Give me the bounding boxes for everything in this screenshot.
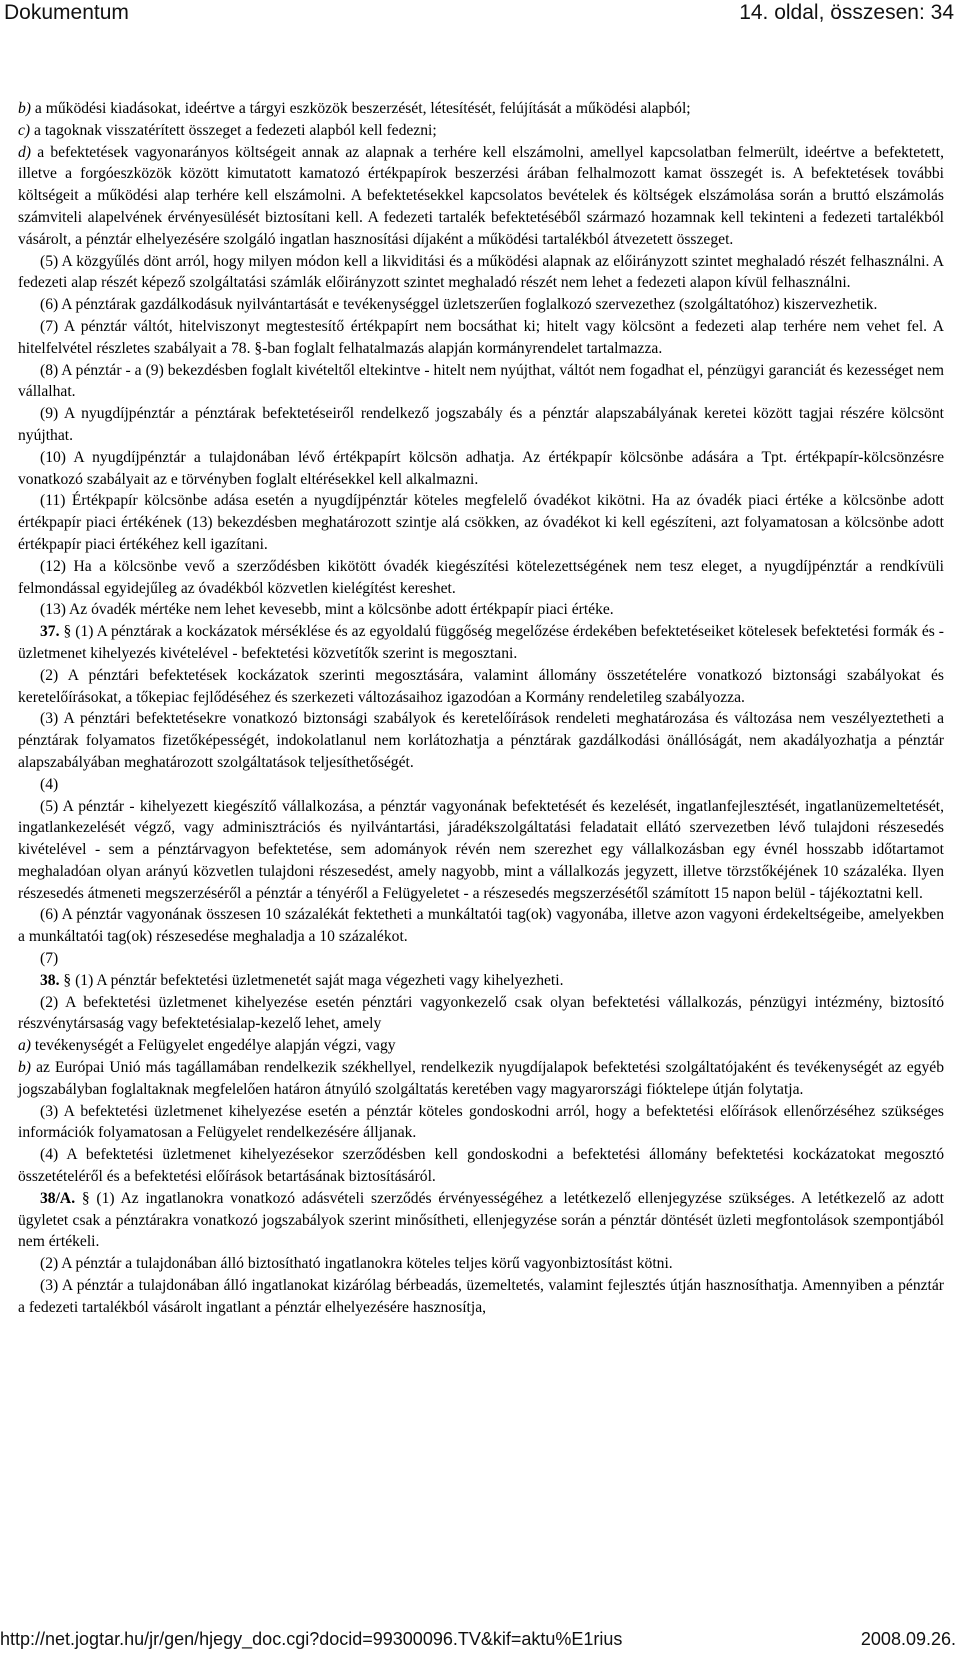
paragraph-text: (9) A nyugdíjpénztár a pénztárak befektetéseiről rendelkező jogszabály és a pénztár alapszabályának keretei között tagjai részére kölcsönt nyújthat. xyxy=(18,405,944,444)
paragraph-text: (5) A közgyűlés dönt arról, hogy milyen módon kell a likviditási és a működési alapnak az előirányzott szintet meghaladó részét felhasználni. A fedezeti alap részét képező szolgáltatási számlák előirányzott szintet meghaladó részét nem lehet a fedezeti alapon kívül felhasználni. xyxy=(18,252,944,292)
paragraph xyxy=(18,490,944,555)
paragraph-text: az Európai Unió más tagállamában rendelkezik székhellyel, rendelkezik nyugdíjalapok befektetési szolgáltatójaként és tevékenységét az egyéb jogszabályban foglaltaknak megfelelően határon átnyúló szolgáltatás keretében vagy magyarországi fióktelepe útján folytatja. xyxy=(18,1059,944,1098)
paragraph xyxy=(18,992,944,1036)
paragraph-text: § (1) A pénztár befektetési üzletmenetét saját maga végezheti vagy kihelyezheti. xyxy=(59,971,564,989)
paragraph-text: (3) A pénztári befektetésekre vonatkozó biztonsági szabályok és keretelőírások rendeleti meghatározása és változása nem veszélyeztetheti a pénztárak folyamatos fizetőképességét, indokolatlanul nem korlátozhatja a pénztárak gazdálkodási önállóságát, nem akadályozhatja a pénztár alapszabályában meghatározott szolgáltatások teljesíthetőségét. xyxy=(18,710,944,771)
paragraph-text: (7) xyxy=(40,950,59,968)
section-number: 37. xyxy=(40,623,60,641)
footer-date: 2008.09.26. xyxy=(860,1629,956,1649)
paragraph-text: (5) A pénztár - kihelyezett kiegészítő vállalkozása, a pénztár vagyonának befektetését és kezelését, ingatlanfejlesztését, ingatlanüzemeltetését, ingatlankezelését végző, vagy adminisztrációs és nyilvántartási, járadékszolgáltatási feladatait ellátó szervezetben lévő tulajdoni részesedés kivételével - sem a pénztárvagyon befektetése, sem adományok révén nem szerezhet egy vállalkozásban egy évnél hosszabb időtartamot meghaladóan olyan arányú közvetlen tulajdoni részesedést, amely nagyobb, mint a vállalkozás jegyzett, illetve törzstőkéjének 10 százaléka. Ilyen részesedés átmeneti megszerzéséről a pénztár a tényéről a Felügyeletet - a részesedés megszerzésétől számított 15 napon belül - tájékoztatni kell. xyxy=(18,797,944,902)
page-header xyxy=(0,0,960,30)
paragraph-text: (4) xyxy=(40,775,59,793)
paragraph xyxy=(18,1275,944,1319)
paragraph-text: (2) A befektetési üzletmenet kihelyezése esetén pénztári vagyonkezelő csak olyan befektetési vállalkozás, pénzügyi intézmény, biztosító részvénytársaság vagy befektetésialap-kezelő lehet, amely xyxy=(18,993,944,1033)
paragraph xyxy=(18,403,944,447)
paragraph xyxy=(18,948,944,970)
paragraph-text: (7) A pénztár váltót, hitelviszonyt megtestesítő értékpapírt nem bocsáthat ki; hitelt vagy kölcsönt a fedezeti alap terhére nem vehet fel. A hitelfelvétel részletes szabályait a 78. §-ban foglalt felhatalmazás alapján kormányrendelet tartalmazza. xyxy=(18,317,944,357)
paragraph xyxy=(18,98,944,120)
paragraph xyxy=(18,142,944,251)
paragraph-text: tevékenységét a Felügyelet engedélye alapján végzi, vagy xyxy=(31,1037,396,1055)
paragraph-text: (8) A pénztár - a (9) bekezdésben foglalt kivételtől eltekintve - hitelt nem nyújthat, váltót nem fogadhat el, pénzügyi garanciát és kezességet nem vállalhat. xyxy=(18,361,944,401)
paragraph xyxy=(18,904,944,948)
paragraph xyxy=(18,970,944,992)
paragraph-text: a befektetések vagyonarányos költségeit annak az alapnak a terhére kell elszámolni, amellyel kapcsolatban felmerült, ideértve a befektetett, illetve a forgóeszközök között kimutatott kamatozó értékpapírok beszerzési árában felhalmozott kamat összegét is. A befektetések további költségeit a működési alap terhére kell elszámolni. A befektetésekkel kapcsolatos bevételek és költségek elszámolása során a bruttó elszámolás számviteli alapelvének érvényesülését biztosítani kell. A fedezeti tartalék befektetéséből származó hozamnak kell tekinteni a fedezeti tartalékból vásárolt, a pénztár elhelyezésére szolgáló ingatlan hasznosítási díjaként a működési tartalékból átvezetett összeget. xyxy=(18,143,944,248)
paragraph xyxy=(18,708,944,773)
point-label: c) xyxy=(18,121,31,139)
paragraph-text: (4) A befektetési üzletmenet kihelyezésekor szerződésben kell gondoskodni a befektetési állomány befektetési kockázatokat megosztó összetételéről és a befektetési előírások betartásának biztosításáról. xyxy=(18,1146,944,1186)
paragraph-text: § (1) A pénztárak a kockázatok mérséklése és az egyoldalú függőség megelőzése érdekében befektetéseiket kötelesek befektetési formák és - üzletmenet kihelyezés kivételével - befektetési közvetítők szerint is megosztani. xyxy=(18,623,944,662)
paragraph xyxy=(18,1057,944,1101)
paragraph-text: (13) Az óvadék mértéke nem lehet kevesebb, mint a kölcsönbe adott értékpapír piaci értéke. xyxy=(40,601,614,619)
paragraph-text: (11) Értékpapír kölcsönbe adása esetén a nyugdíjpénztár köteles megfelelő óvadékot kikötni. Ha az óvadék piaci értéke a kölcsönbe adott értékpapír piaci értékének (13) bekezdésben meghatározott szintje alá csökken, az óvadékot ki kell egészíteni, azt folyamatosan a kölcsönbe adott értékpapír piaci értékéhez kell igazítani. xyxy=(18,492,944,553)
paragraph xyxy=(18,316,944,360)
paragraph xyxy=(18,360,944,404)
section-number: 38/A. xyxy=(40,1189,76,1207)
paragraph xyxy=(18,294,944,316)
point-label: b) xyxy=(18,1059,31,1077)
paragraph xyxy=(18,1101,944,1145)
paragraph-text: a működési kiadásokat, ideértve a tárgyi eszközök beszerzését, létesítését, felújítását a működési alapból; xyxy=(31,100,691,117)
paragraph-text: (6) A pénztár vagyonának összesen 10 százalékát fektetheti a munkáltatói tag(ok) vagyonába, illetve azon vagyoni érdekeltségeibe, amelyekben a munkáltatói tag(ok) részesedése meghaladja a 10 százalékot. xyxy=(18,906,944,946)
section-number: 38. xyxy=(40,971,60,989)
paragraph-text: a tagoknak visszatérített összeget a fedezeti alapból kell fedezni; xyxy=(30,121,437,139)
paragraph xyxy=(18,1253,944,1275)
paragraph xyxy=(18,665,944,709)
paragraph xyxy=(18,774,944,796)
paragraph xyxy=(18,120,944,142)
paragraph-text: (12) Ha a kölcsönbe vevő a szerződésben kikötött óvadék kiegészítési kötelezettségének nem tesz eleget, a nyugdíjpénztár a rendkívüli felmondással egyidejűleg az óvadékból közvetlen kielégítést kereshet. xyxy=(18,557,944,597)
paragraph-text: (3) A befektetési üzletmenet kihelyezése esetén a pénztár köteles gondoskodni arról, hogy a befektetési előírások ellenőrzéséhez szükséges információk folyamatosan a Felügyelet rendelkezésére álljanak. xyxy=(18,1102,944,1142)
paragraph-text: (6) A pénztárak gazdálkodásuk nyilvántartását e tevékenységgel üzletszerűen foglalkozó szervezethez (szolgáltatóhoz) kiszervezhetik. xyxy=(40,296,878,314)
document-body xyxy=(18,98,944,1319)
paragraph-text: (10) A nyugdíjpénztár a tulajdonában lévő értékpapírt kölcsön adhatja. Az értékpapír kölcsönbe adására a Tpt. értékpapír-kölcsönzésre vonatkozó szabályait az e törvényben foglalt eltérésekkel kell alkalmazni. xyxy=(18,448,944,488)
page-info: 14. oldal, összesen: 34 xyxy=(739,1,954,24)
paragraph-text: § (1) Az ingatlanokra vonatkozó adásvételi szerződés érvényességéhez a letétkezelő ellenjegyzése szükséges. A letétkezelő az adott ügyletet csak a pénztárakra vonatkozó jogszabályok szerint minősítheti, ellenjegyzése során a pénztár döntését üzleti megfontolások szempontjából nem értékeli. xyxy=(18,1189,944,1251)
paragraph xyxy=(18,796,944,905)
paragraph-text: (2) A pénztár a tulajdonában álló biztosítható ingatlanokra köteles teljes körű vagyonbiztosítást kötni. xyxy=(40,1255,673,1273)
page-footer xyxy=(0,1626,960,1654)
point-label: a) xyxy=(18,1037,31,1055)
paragraph xyxy=(18,447,944,491)
paragraph xyxy=(18,556,944,600)
document-title: Dokumentum xyxy=(4,1,129,24)
point-label: d) xyxy=(18,143,31,161)
footer-url[interactable]: http://net.jogtar.hu/jr/gen/hjegy_doc.cgi?docid=99300096.TV&kif=aktu%E1rius xyxy=(0,1629,623,1649)
paragraph xyxy=(18,599,944,621)
paragraph xyxy=(18,1035,944,1057)
paragraph-text: (2) A pénztári befektetések kockázatok szerinti megosztására, valamint állomány összetételére vonatkozó biztonsági szabályokat és keretelőírásokat, a tőkepiac fejlődéséhez és szerkezeti változásaihoz igazodóan a Kormány rendeletileg szabályozza. xyxy=(18,666,944,706)
paragraph xyxy=(18,1188,944,1253)
paragraph xyxy=(18,621,944,665)
paragraph xyxy=(18,251,944,295)
paragraph xyxy=(18,1144,944,1188)
paragraph-text: (3) A pénztár a tulajdonában álló ingatlanokat kizárólag bérbeadás, üzemeltetés, valamint fejlesztés útján hasznosíthatja. Amennyiben a pénztár a fedezeti tartalékból vásárolt ingatlant a pénztár elhelyezésére hasznosítja, xyxy=(18,1277,944,1316)
point-label: b) xyxy=(18,100,31,117)
